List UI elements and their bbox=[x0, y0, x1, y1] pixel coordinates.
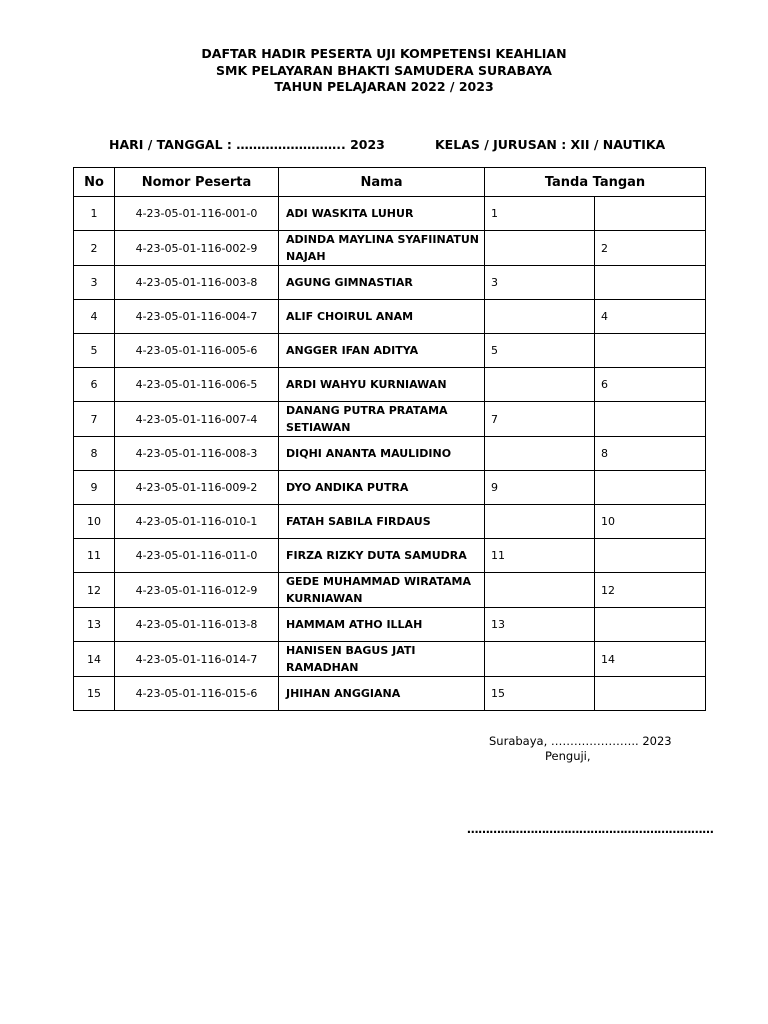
table-row bbox=[74, 437, 706, 471]
participant-number: 4-23-05-01-116-010-1 bbox=[115, 505, 279, 539]
date-line: HARI / TANGGAL : …………………….. 2023 bbox=[109, 137, 385, 152]
participant-number: 4-23-05-01-116-004-7 bbox=[115, 300, 279, 334]
table-row bbox=[74, 642, 706, 677]
signature-line: ………………………………………………………… bbox=[467, 822, 714, 836]
row-number: 10 bbox=[74, 505, 115, 539]
signature-cell-right: 6 bbox=[595, 368, 706, 402]
participant-name: DANANG PUTRA PRATAMA SETIAWAN bbox=[279, 402, 485, 437]
signature-cell-right: 12 bbox=[595, 573, 706, 608]
participant-number: 4-23-05-01-116-014-7 bbox=[115, 642, 279, 677]
participant-name: ADINDA MAYLINA SYAFIINATUN NAJAH bbox=[279, 231, 485, 266]
participant-name: HANISEN BAGUS JATI RAMADHAN bbox=[279, 642, 485, 677]
signature-cell-right bbox=[595, 334, 706, 368]
participant-number: 4-23-05-01-116-006-5 bbox=[115, 368, 279, 402]
participant-number: 4-23-05-01-116-015-6 bbox=[115, 677, 279, 711]
attendance-table bbox=[73, 167, 706, 711]
signature-cell-right bbox=[595, 677, 706, 711]
signature-cell-left: 7 bbox=[485, 402, 595, 437]
table-row bbox=[74, 368, 706, 402]
signature-cell-right bbox=[595, 266, 706, 300]
participant-name: ALIF CHOIRUL ANAM bbox=[279, 300, 485, 334]
row-number: 7 bbox=[74, 402, 115, 437]
table-row bbox=[74, 573, 706, 608]
row-number: 8 bbox=[74, 437, 115, 471]
table-row bbox=[74, 402, 706, 437]
participant-number: 4-23-05-01-116-008-3 bbox=[115, 437, 279, 471]
participant-name: ARDI WAHYU KURNIAWAN bbox=[279, 368, 485, 402]
row-number: 1 bbox=[74, 197, 115, 231]
participant-name: DIQHI ANANTA MAULIDINO bbox=[279, 437, 485, 471]
header-nomor-peserta: Nomor Peserta bbox=[115, 168, 279, 197]
signature-cell-right: 4 bbox=[595, 300, 706, 334]
row-number: 4 bbox=[74, 300, 115, 334]
signature-cell-right: 14 bbox=[595, 642, 706, 677]
table-row bbox=[74, 266, 706, 300]
header-title: DAFTAR HADIR PESERTA UJI KOMPETENSI KEAHLIAN bbox=[201, 46, 567, 61]
table-body bbox=[74, 197, 706, 711]
row-number: 12 bbox=[74, 573, 115, 608]
participant-number: 4-23-05-01-116-013-8 bbox=[115, 608, 279, 642]
participant-name: GEDE MUHAMMAD WIRATAMA KURNIAWAN bbox=[279, 573, 485, 608]
participant-number: 4-23-05-01-116-009-2 bbox=[115, 471, 279, 505]
row-number: 9 bbox=[74, 471, 115, 505]
participant-name: AGUNG GIMNASTIAR bbox=[279, 266, 485, 300]
header-no: No bbox=[74, 168, 115, 197]
table-row bbox=[74, 505, 706, 539]
signature-cell-left bbox=[485, 300, 595, 334]
table-row bbox=[74, 334, 706, 368]
participant-name: ADI WASKITA LUHUR bbox=[279, 197, 485, 231]
signature-cell-left: 11 bbox=[485, 539, 595, 573]
signature-cell-left bbox=[485, 231, 595, 266]
table-row bbox=[74, 608, 706, 642]
signature-cell-left: 15 bbox=[485, 677, 595, 711]
signature-cell-left: 1 bbox=[485, 197, 595, 231]
table-row bbox=[74, 300, 706, 334]
class-line: KELAS / JURUSAN : XII / NAUTIKA bbox=[435, 137, 666, 152]
table-row bbox=[74, 197, 706, 231]
participant-name: JHIHAN ANGGIANA bbox=[279, 677, 485, 711]
signature-cell-right bbox=[595, 471, 706, 505]
participant-number: 4-23-05-01-116-005-6 bbox=[115, 334, 279, 368]
signature-cell-left bbox=[485, 573, 595, 608]
signature-cell-left bbox=[485, 642, 595, 677]
header-tanda-tangan: Tanda Tangan bbox=[485, 168, 706, 197]
row-number: 2 bbox=[74, 231, 115, 266]
table-header-row bbox=[74, 168, 706, 197]
row-number: 6 bbox=[74, 368, 115, 402]
table-row bbox=[74, 231, 706, 266]
signature-cell-right: 8 bbox=[595, 437, 706, 471]
row-number: 14 bbox=[74, 642, 115, 677]
row-number: 13 bbox=[74, 608, 115, 642]
signature-cell-left: 3 bbox=[485, 266, 595, 300]
signature-cell-right bbox=[595, 197, 706, 231]
participant-name: DYO ANDIKA PUTRA bbox=[279, 471, 485, 505]
signature-cell-left: 9 bbox=[485, 471, 595, 505]
participant-number: 4-23-05-01-116-002-9 bbox=[115, 231, 279, 266]
signature-cell-left: 13 bbox=[485, 608, 595, 642]
header-year: TAHUN PELAJARAN 2022 / 2023 bbox=[274, 79, 494, 94]
participant-number: 4-23-05-01-116-012-9 bbox=[115, 573, 279, 608]
header-school: SMK PELAYARAN BHAKTI SAMUDERA SURABAYA bbox=[216, 62, 552, 78]
row-number: 5 bbox=[74, 334, 115, 368]
examiner-label: Penguji, bbox=[545, 749, 591, 763]
table-row bbox=[74, 471, 706, 505]
participant-number: 4-23-05-01-116-011-0 bbox=[115, 539, 279, 573]
table-row bbox=[74, 677, 706, 711]
signature-cell-right bbox=[595, 402, 706, 437]
document-header bbox=[0, 46, 768, 96]
participant-name: FIRZA RIZKY DUTA SAMUDRA bbox=[279, 539, 485, 573]
row-number: 11 bbox=[74, 539, 115, 573]
signature-cell-right: 2 bbox=[595, 231, 706, 266]
participant-name: ANGGER IFAN ADITYA bbox=[279, 334, 485, 368]
signature-cell-right: 10 bbox=[595, 505, 706, 539]
participant-name: FATAH SABILA FIRDAUS bbox=[279, 505, 485, 539]
table-row bbox=[74, 539, 706, 573]
signature-cell-left bbox=[485, 505, 595, 539]
header-nama: Nama bbox=[279, 168, 485, 197]
participant-number: 4-23-05-01-116-003-8 bbox=[115, 266, 279, 300]
place-date: Surabaya, ………………….. 2023 bbox=[489, 734, 672, 748]
signature-cell-right bbox=[595, 539, 706, 573]
signature-cell-left bbox=[485, 368, 595, 402]
participant-number: 4-23-05-01-116-007-4 bbox=[115, 402, 279, 437]
signature-cell-left: 5 bbox=[485, 334, 595, 368]
participant-number: 4-23-05-01-116-001-0 bbox=[115, 197, 279, 231]
signature-cell-left bbox=[485, 437, 595, 471]
signature-cell-right bbox=[595, 608, 706, 642]
participant-name: HAMMAM ATHO ILLAH bbox=[279, 608, 485, 642]
row-number: 3 bbox=[74, 266, 115, 300]
row-number: 15 bbox=[74, 677, 115, 711]
